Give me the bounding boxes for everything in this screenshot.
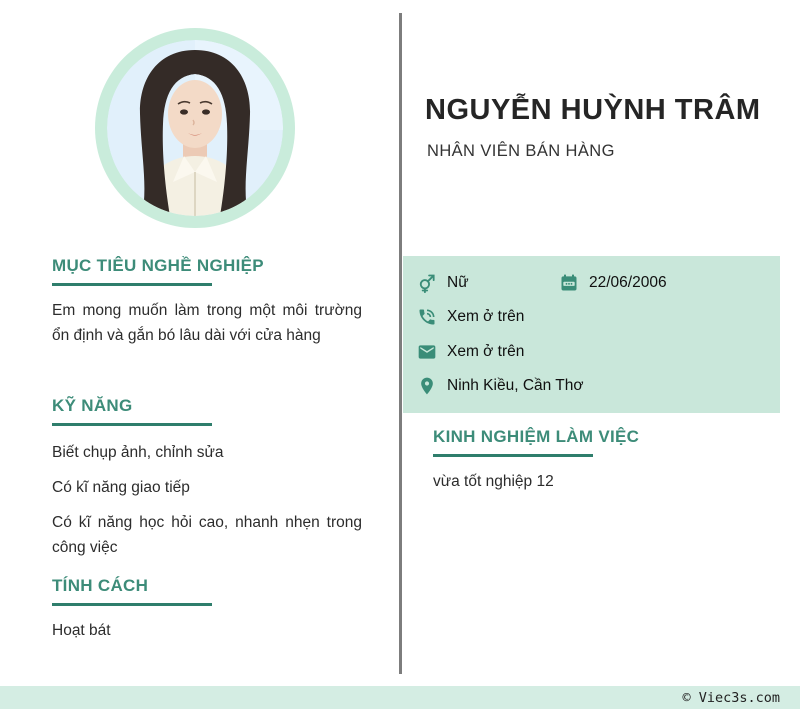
objective-body: Em mong muốn làm trong một môi trường ổn định và gắn bó lâu dài với cửa hàng bbox=[52, 302, 362, 344]
personality-heading: TÍNH CÁCH bbox=[52, 576, 149, 595]
email-value: Xem ở trên bbox=[447, 342, 525, 360]
personality-item: Hoạt bát bbox=[52, 622, 111, 639]
section-experience bbox=[433, 426, 763, 494]
skill-item: Có kĩ năng giao tiếp bbox=[52, 479, 190, 496]
personality-underline bbox=[52, 603, 212, 606]
email-icon bbox=[417, 342, 437, 362]
address-value: Ninh Kiều, Cần Thơ bbox=[447, 376, 584, 394]
contact-row-email bbox=[417, 338, 770, 366]
candidate-name: NGUYỄN HUỲNH TRÂM bbox=[425, 94, 761, 126]
section-skills bbox=[52, 395, 362, 560]
contact-row-gender-birthday bbox=[417, 269, 770, 297]
profile-photo bbox=[95, 28, 295, 228]
skill-item: Có kĩ năng học hỏi cao, nhanh nhẹn trong công việc bbox=[52, 514, 362, 556]
skills-heading: KỸ NĂNG bbox=[52, 396, 133, 415]
contact-row-phone bbox=[417, 303, 770, 331]
gender-icon bbox=[417, 273, 437, 293]
phone-icon bbox=[417, 307, 437, 327]
experience-heading: KINH NGHIỆM LÀM VIỆC bbox=[433, 427, 640, 446]
gender-value: Nữ bbox=[447, 274, 469, 292]
skill-item: Biết chụp ảnh, chỉnh sửa bbox=[52, 444, 224, 461]
phone-value: Xem ở trên bbox=[447, 308, 525, 326]
experience-underline bbox=[433, 454, 593, 457]
footer-bar bbox=[0, 686, 800, 709]
job-title: NHÂN VIÊN BÁN HÀNG bbox=[427, 142, 615, 160]
column-divider bbox=[399, 13, 402, 674]
skills-underline bbox=[52, 423, 212, 426]
email-cell bbox=[417, 342, 524, 362]
address-cell bbox=[417, 376, 584, 396]
copyright-watermark: © Viec3s.com bbox=[682, 689, 780, 706]
phone-cell bbox=[417, 307, 524, 327]
skills-list bbox=[52, 440, 362, 560]
section-objective bbox=[52, 255, 362, 348]
birthday-cell bbox=[559, 269, 667, 297]
contact-row-address bbox=[417, 372, 770, 400]
location-icon bbox=[417, 376, 437, 396]
birthday-value: 22/06/2006 bbox=[589, 274, 667, 292]
experience-item: vừa tốt nghiệp 12 bbox=[433, 473, 554, 490]
objective-underline bbox=[52, 283, 212, 286]
calendar-icon bbox=[559, 273, 579, 293]
objective-heading: MỤC TIÊU NGHỀ NGHIỆP bbox=[52, 256, 264, 275]
profile-photo-illustration bbox=[107, 40, 283, 216]
section-personality bbox=[52, 575, 362, 643]
gender-cell bbox=[417, 273, 469, 293]
contact-info-box bbox=[403, 256, 780, 413]
